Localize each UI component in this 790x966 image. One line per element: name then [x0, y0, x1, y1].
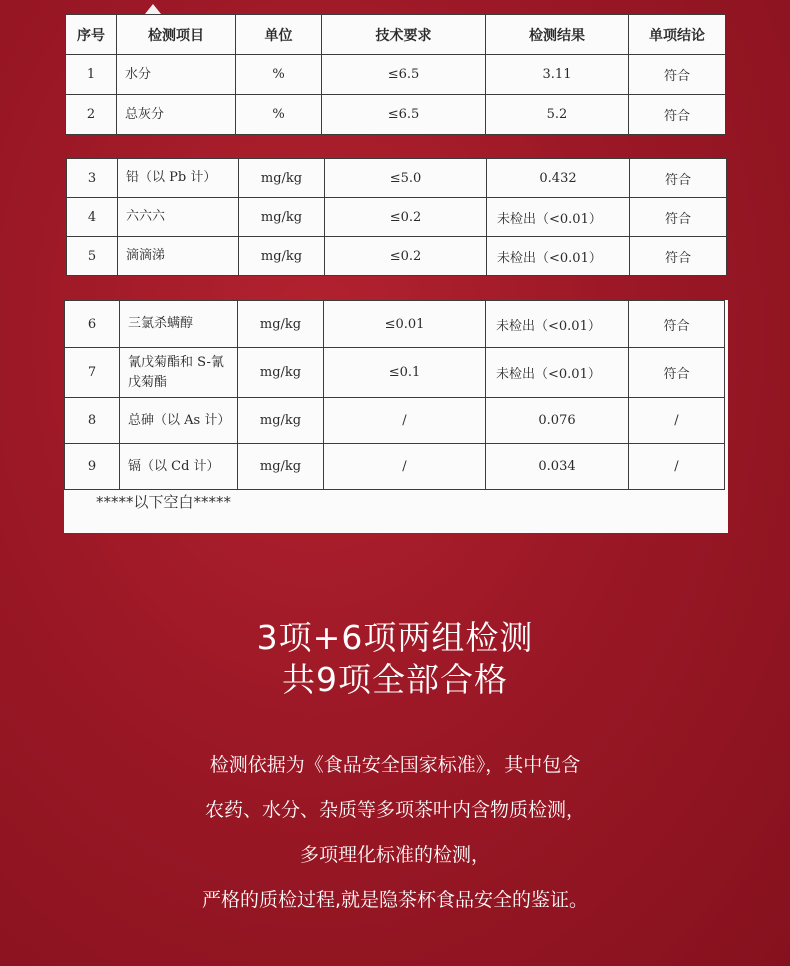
- description-line-3: 多项理化标准的检测，: [299, 844, 490, 866]
- table-row: [65, 348, 725, 398]
- row-result: 未检出（<0.01）: [487, 198, 630, 237]
- header-requirement: 技术要求: [322, 15, 486, 55]
- row-result: 0.034: [486, 444, 629, 490]
- row-requirement: ≤0.2: [325, 237, 487, 276]
- row-no: 1: [66, 55, 117, 95]
- row-unit: %: [236, 55, 322, 95]
- row-result: 5.2: [486, 95, 629, 135]
- row-conclusion: 符合: [629, 95, 726, 135]
- row-result: 0.076: [486, 398, 629, 444]
- row-requirement: ≤5.0: [325, 159, 487, 198]
- row-unit: mg/kg: [239, 237, 325, 276]
- row-requirement: ≤0.1: [324, 348, 486, 398]
- description-line-4: 严格的质检过程,就是隐茶杯食品安全的鉴证。: [201, 889, 589, 911]
- test-table-group-2: [66, 158, 726, 275]
- row-conclusion: 符合: [630, 159, 727, 198]
- row-no: 7: [65, 348, 120, 398]
- test-table-group-1: [65, 14, 725, 135]
- row-conclusion: 符合: [629, 348, 725, 398]
- row-result: 未检出（<0.01）: [486, 301, 629, 348]
- table-row: [65, 301, 725, 348]
- row-conclusion: /: [629, 398, 725, 444]
- row-unit: mg/kg: [238, 301, 324, 348]
- table-row: [65, 398, 725, 444]
- table-row: [66, 95, 726, 135]
- row-item: 水分: [117, 55, 236, 95]
- row-item: 镉（以 Cd 计）: [120, 444, 238, 490]
- row-result: 3.11: [486, 55, 629, 95]
- row-unit: %: [236, 95, 322, 135]
- header-conclusion: 单项结论: [629, 15, 726, 55]
- row-unit: mg/kg: [238, 398, 324, 444]
- row-conclusion: /: [629, 444, 725, 490]
- row-no: 4: [67, 198, 118, 237]
- blank-below-note: *****以下空白*****: [96, 493, 232, 511]
- row-unit: mg/kg: [239, 198, 325, 237]
- row-item: 总砷（以 As 计）: [120, 398, 238, 444]
- row-unit: mg/kg: [238, 348, 324, 398]
- tab-notch: [145, 4, 161, 14]
- row-unit: mg/kg: [239, 159, 325, 198]
- header-no: 序号: [66, 15, 117, 55]
- description-line-1: 检测依据为《食品安全国家标准》，其中包含: [209, 754, 581, 776]
- row-unit: mg/kg: [238, 444, 324, 490]
- headline-line-2: 共9项全部合格: [282, 660, 508, 699]
- row-item: 六六六: [118, 198, 239, 237]
- row-conclusion: 符合: [630, 237, 727, 276]
- description-line-2: 农药、水分、杂质等多项茶叶内含物质检测，: [204, 799, 585, 821]
- row-conclusion: 符合: [630, 198, 727, 237]
- table-row: [67, 159, 727, 198]
- row-item: 氰戊菊酯和 S-氰戊菊酯: [120, 348, 238, 398]
- row-conclusion: 符合: [629, 301, 725, 348]
- header-item: 检测项目: [117, 15, 236, 55]
- row-no: 2: [66, 95, 117, 135]
- row-requirement: ≤6.5: [322, 95, 486, 135]
- row-requirement: /: [324, 398, 486, 444]
- row-no: 9: [65, 444, 120, 490]
- table-row: [67, 198, 727, 237]
- row-result: 未检出（<0.01）: [486, 348, 629, 398]
- row-no: 5: [67, 237, 118, 276]
- row-item: 铅（以 Pb 计）: [118, 159, 239, 198]
- row-item: 三氯杀螨醇: [120, 301, 238, 348]
- table-row: [67, 237, 727, 276]
- header-unit: 单位: [236, 15, 322, 55]
- row-item: 总灰分: [117, 95, 236, 135]
- row-requirement: /: [324, 444, 486, 490]
- row-result: 未检出（<0.01）: [487, 237, 630, 276]
- table-row: [66, 55, 726, 95]
- table-header-row: [66, 15, 726, 55]
- headline-line-1: 3项+6项两组检测: [256, 618, 534, 657]
- row-result: 0.432: [487, 159, 630, 198]
- row-requirement: ≤0.2: [325, 198, 487, 237]
- row-no: 3: [67, 159, 118, 198]
- row-no: 8: [65, 398, 120, 444]
- row-no: 6: [65, 301, 120, 348]
- header-result: 检测结果: [486, 15, 629, 55]
- row-requirement: ≤0.01: [324, 301, 486, 348]
- table-row: [65, 444, 725, 490]
- row-conclusion: 符合: [629, 55, 726, 95]
- row-item: 滴滴涕: [118, 237, 239, 276]
- row-requirement: ≤6.5: [322, 55, 486, 95]
